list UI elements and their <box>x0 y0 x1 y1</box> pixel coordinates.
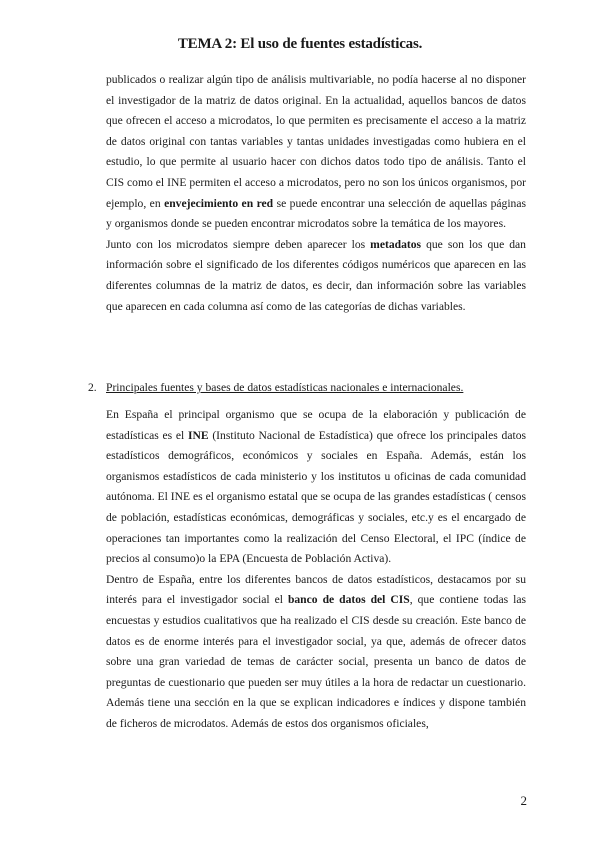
text-run: Junto con los microdatos siempre deben aparecer los <box>106 237 371 251</box>
body-text-bottom <box>106 405 526 735</box>
bold-term-ine: INE <box>187 428 209 442</box>
bold-term-metadatos: metadatos <box>370 237 422 251</box>
paragraph-metadatos <box>106 235 526 317</box>
section-title: Principales fuentes y bases de datos estadísticas nacionales e internacionales. <box>106 381 464 394</box>
page-title: TEMA 2: El uso de fuentes estadísticas. <box>177 36 423 52</box>
bold-term-cis: banco de datos del CIS <box>287 593 410 607</box>
page-number: 2 <box>520 793 527 808</box>
paragraph-microdatos <box>106 70 526 235</box>
paragraph-cis <box>106 570 526 735</box>
text-run: , que contiene todas las encuestas y estudios cualitativos que ha realizado el CIS desde su creación. Este banco de datos es de enorme interés para el investigador social, ya que, además de ofrecer datos sobre una gran variedad de temas de carácter social, presenta un banco de datos de preguntas de cuestionario que pueden ser muy útiles a la hora de redactar un cuestionario. Además tiene una sección en la que se explican indicadores e índices y dispone también de ficheros de microdatos. Además de estos dos organismos oficiales, <box>106 593 526 730</box>
text-run: (Instituto Nacional de Estadística) que ofrece los principales datos estadísticos demográficos, económicos y sociales en España. Además, están los organismos estadísticos de cada ministerio y los institutos u oficinas de cada comunidad autónoma. El INE es el organismo estatal que se ocupa de las grandes estadísticas ( censos de población, estadísticas económicas, demográficas y sociales, etc.y es el encargado de operaciones tan importantes como la realización del Censo Electoral, el IPC (índice de precios al consumo)o la EPA (Encuesta de Población Activa). <box>106 428 526 566</box>
text-run: que son los que dan información sobre el significado de los diferentes códigos numéricos que aparecen en las diferentes columnas de la matriz de datos, es decir, dan información sobre las variables que aparecen en cada columna así como de las categorías de dichas variables. <box>106 237 526 313</box>
section-number: 2. <box>88 381 97 394</box>
bold-term-envejecimiento: envejecimiento en red <box>164 196 274 210</box>
paragraph-ine <box>106 405 526 570</box>
section-heading <box>88 380 463 396</box>
text-run: En España el principal organismo que se ocupa de la elaboración y publicación de estadísticas es el <box>106 408 526 442</box>
text-run: publicados o realizar algún tipo de análisis multivariable, no podía hacerse al no disponer el investigador de la matriz de datos original. En la actualidad, aquellos bancos de datos que ofrecen el acceso a microdatos, lo que permiten es precisamente el acceso a la matriz de datos original con tantas variables y tantas unidades investigadas como hubiera en el estudio, lo que permite al usuario hacer con dichos datos todo tipo de análisis. Tanto el CIS como el INE permiten el acceso a microdatos, pero no son los únicos organismos, por ejemplo, en <box>106 73 526 210</box>
text-run: Dentro de España, entre los diferentes bancos de datos estadísticos, destacamos por su interés para el investigador social el <box>106 572 526 607</box>
body-text-top <box>106 70 526 317</box>
text-run: se puede encontrar una selección de aquellas páginas y organismos donde se pueden encontrar microdatos sobre la temática de los mayores. <box>106 196 527 231</box>
